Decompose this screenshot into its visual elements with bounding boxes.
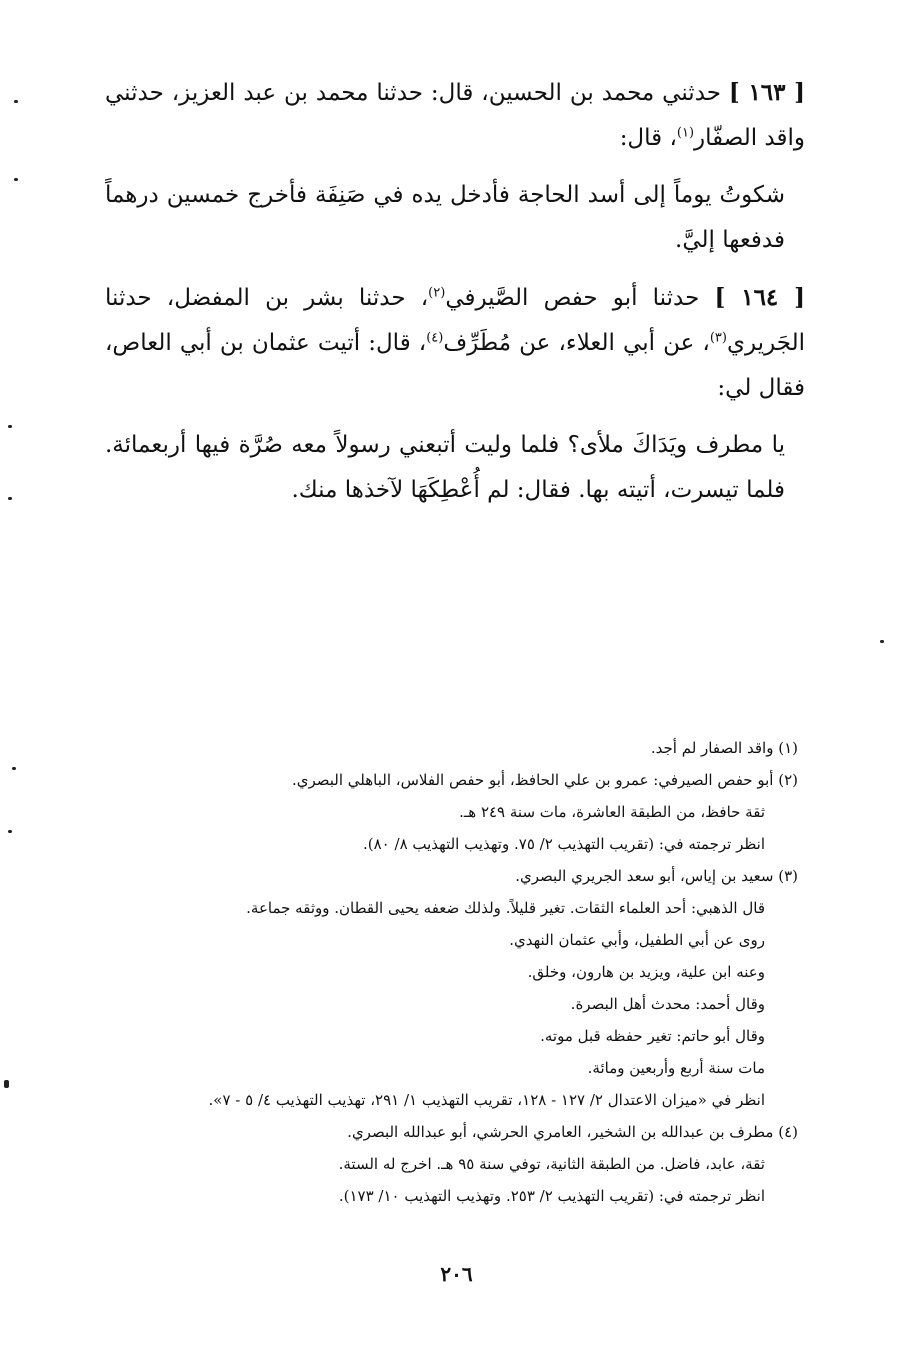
footnote-line: واقد الصفار لم أجد. — [650, 739, 774, 757]
footnotes — [108, 732, 798, 1212]
footnote-line: انظر في «ميزان الاعتدال ٢/ ١٢٧ - ١٢٨، تقريب التهذيب ١/ ٢٩١، تهذيب التهذيب ٤/ ٥ - ٧». — [208, 1091, 765, 1109]
footnote-line: مات سنة أربع وأربعين ومائة. — [587, 1059, 765, 1077]
footnote-line: وعنه ابن علية، ويزيد بن هارون، وخلق. — [527, 963, 765, 981]
scan-speck — [14, 178, 18, 181]
narration-text: ، عن أبي العلاء، عن مُطَرِّف — [443, 330, 710, 356]
narration-164 — [105, 275, 805, 411]
quote-text: يا مطرف ويَدَاكَ ملأى؟ فلما وليت أتبعني رسولاً معه صُرَّة فيها أربعمائة. فلما تيسرت، أتيته بها. فقال: لم أُعْطِكَهَا لآخذها منك. — [105, 432, 785, 503]
quote-164 — [105, 423, 805, 513]
footnote-line: ثقة حافظ، من الطبقة العاشرة، مات سنة ٢٤٩ هـ. — [459, 803, 765, 821]
main-text — [105, 70, 805, 525]
footnote-ref: (٢) — [428, 285, 446, 301]
footnote-marker: (٣) — [778, 867, 798, 885]
footnote-line: ثقة، عابد، فاضل. من الطبقة الثانية، توفي سنة ٩٥ هـ. اخرج له الستة. — [338, 1155, 765, 1173]
footnote-line: مطرف بن عبدالله بن الشخير، العامري الحرشي، أبو عبدالله البصري. — [347, 1123, 774, 1141]
scan-speck — [12, 767, 16, 770]
footnote-ref: (٣) — [709, 330, 727, 346]
footnote-line: انظر ترجمته في: (تقريب التهذيب ٢/ ٢٥٣. وتهذيب التهذيب ١٠/ ١٧٣). — [338, 1187, 765, 1205]
scan-speck — [4, 1080, 9, 1088]
narration-number: [ ١٦٣ ] — [728, 79, 806, 106]
scan-speck — [8, 830, 12, 833]
footnote-marker: (١) — [778, 739, 798, 757]
footnote-line: أبو حفص الصيرفي: عمرو بن علي الحافظ، أبو حفص الفلاس، الباهلي البصري. — [291, 771, 774, 789]
narration-number: [ ١٦٤ ] — [714, 284, 806, 311]
scan-speck — [8, 425, 12, 428]
narration-text: حدثني محمد بن الحسين، قال: حدثنا محمد بن عبد العزيز، حدثني واقد الصفّار — [105, 80, 805, 151]
footnote-1 — [108, 732, 798, 764]
footnote-line: روى عن أبي الطفيل، وأبي عثمان النهدي. — [509, 931, 765, 949]
footnote-marker: (٢) — [778, 771, 798, 789]
footnote-line: سعيد بن إياس، أبو سعد الجريري البصري. — [515, 867, 774, 885]
narration-tail: ، قال: — [619, 125, 677, 151]
narration-text: ، حدثنا بشر بن المفضل، حدثنا الجَريري — [105, 285, 805, 356]
footnote-ref: (٤) — [426, 330, 444, 346]
scan-speck — [14, 100, 18, 103]
narration-text: حدثنا أبو حفص الصَّيرفي — [445, 285, 700, 311]
footnote-ref: (١) — [676, 125, 695, 141]
footnote-3 — [108, 860, 798, 892]
scan-speck — [8, 497, 12, 500]
scan-speck — [880, 640, 884, 643]
footnote-line: وقال أبو حاتم: تغير حفظه قبل موته. — [540, 1027, 765, 1045]
narration-text: ، قال: أتيت عثمان بن أبي العاص، فقال لي: — [105, 330, 805, 401]
quote-163 — [105, 173, 805, 263]
narration-163 — [105, 70, 805, 161]
footnote-line: قال الذهبي: أحد العلماء الثقات. تغير قليلاً. ولذلك ضعفه يحيى القطان. ووثقه جماعة. — [246, 899, 765, 917]
quote-text: شكوتُ يوماً إلى أسد الحاجة فأدخل يده في صَنِفَة فأخرج خمسين درهماً فدفعها إليَّ. — [105, 182, 785, 253]
footnote-4 — [108, 1116, 798, 1148]
footnote-marker: (٤) — [778, 1123, 798, 1141]
footnote-2 — [108, 764, 798, 796]
footnote-line: انظر ترجمته في: (تقريب التهذيب ٢/ ٧٥. وتهذيب التهذيب ٨/ ٨٠). — [362, 835, 765, 853]
footnote-line: وقال أحمد: محدث أهل البصرة. — [570, 995, 765, 1013]
page-number: ٢٠٦ — [440, 1262, 473, 1286]
